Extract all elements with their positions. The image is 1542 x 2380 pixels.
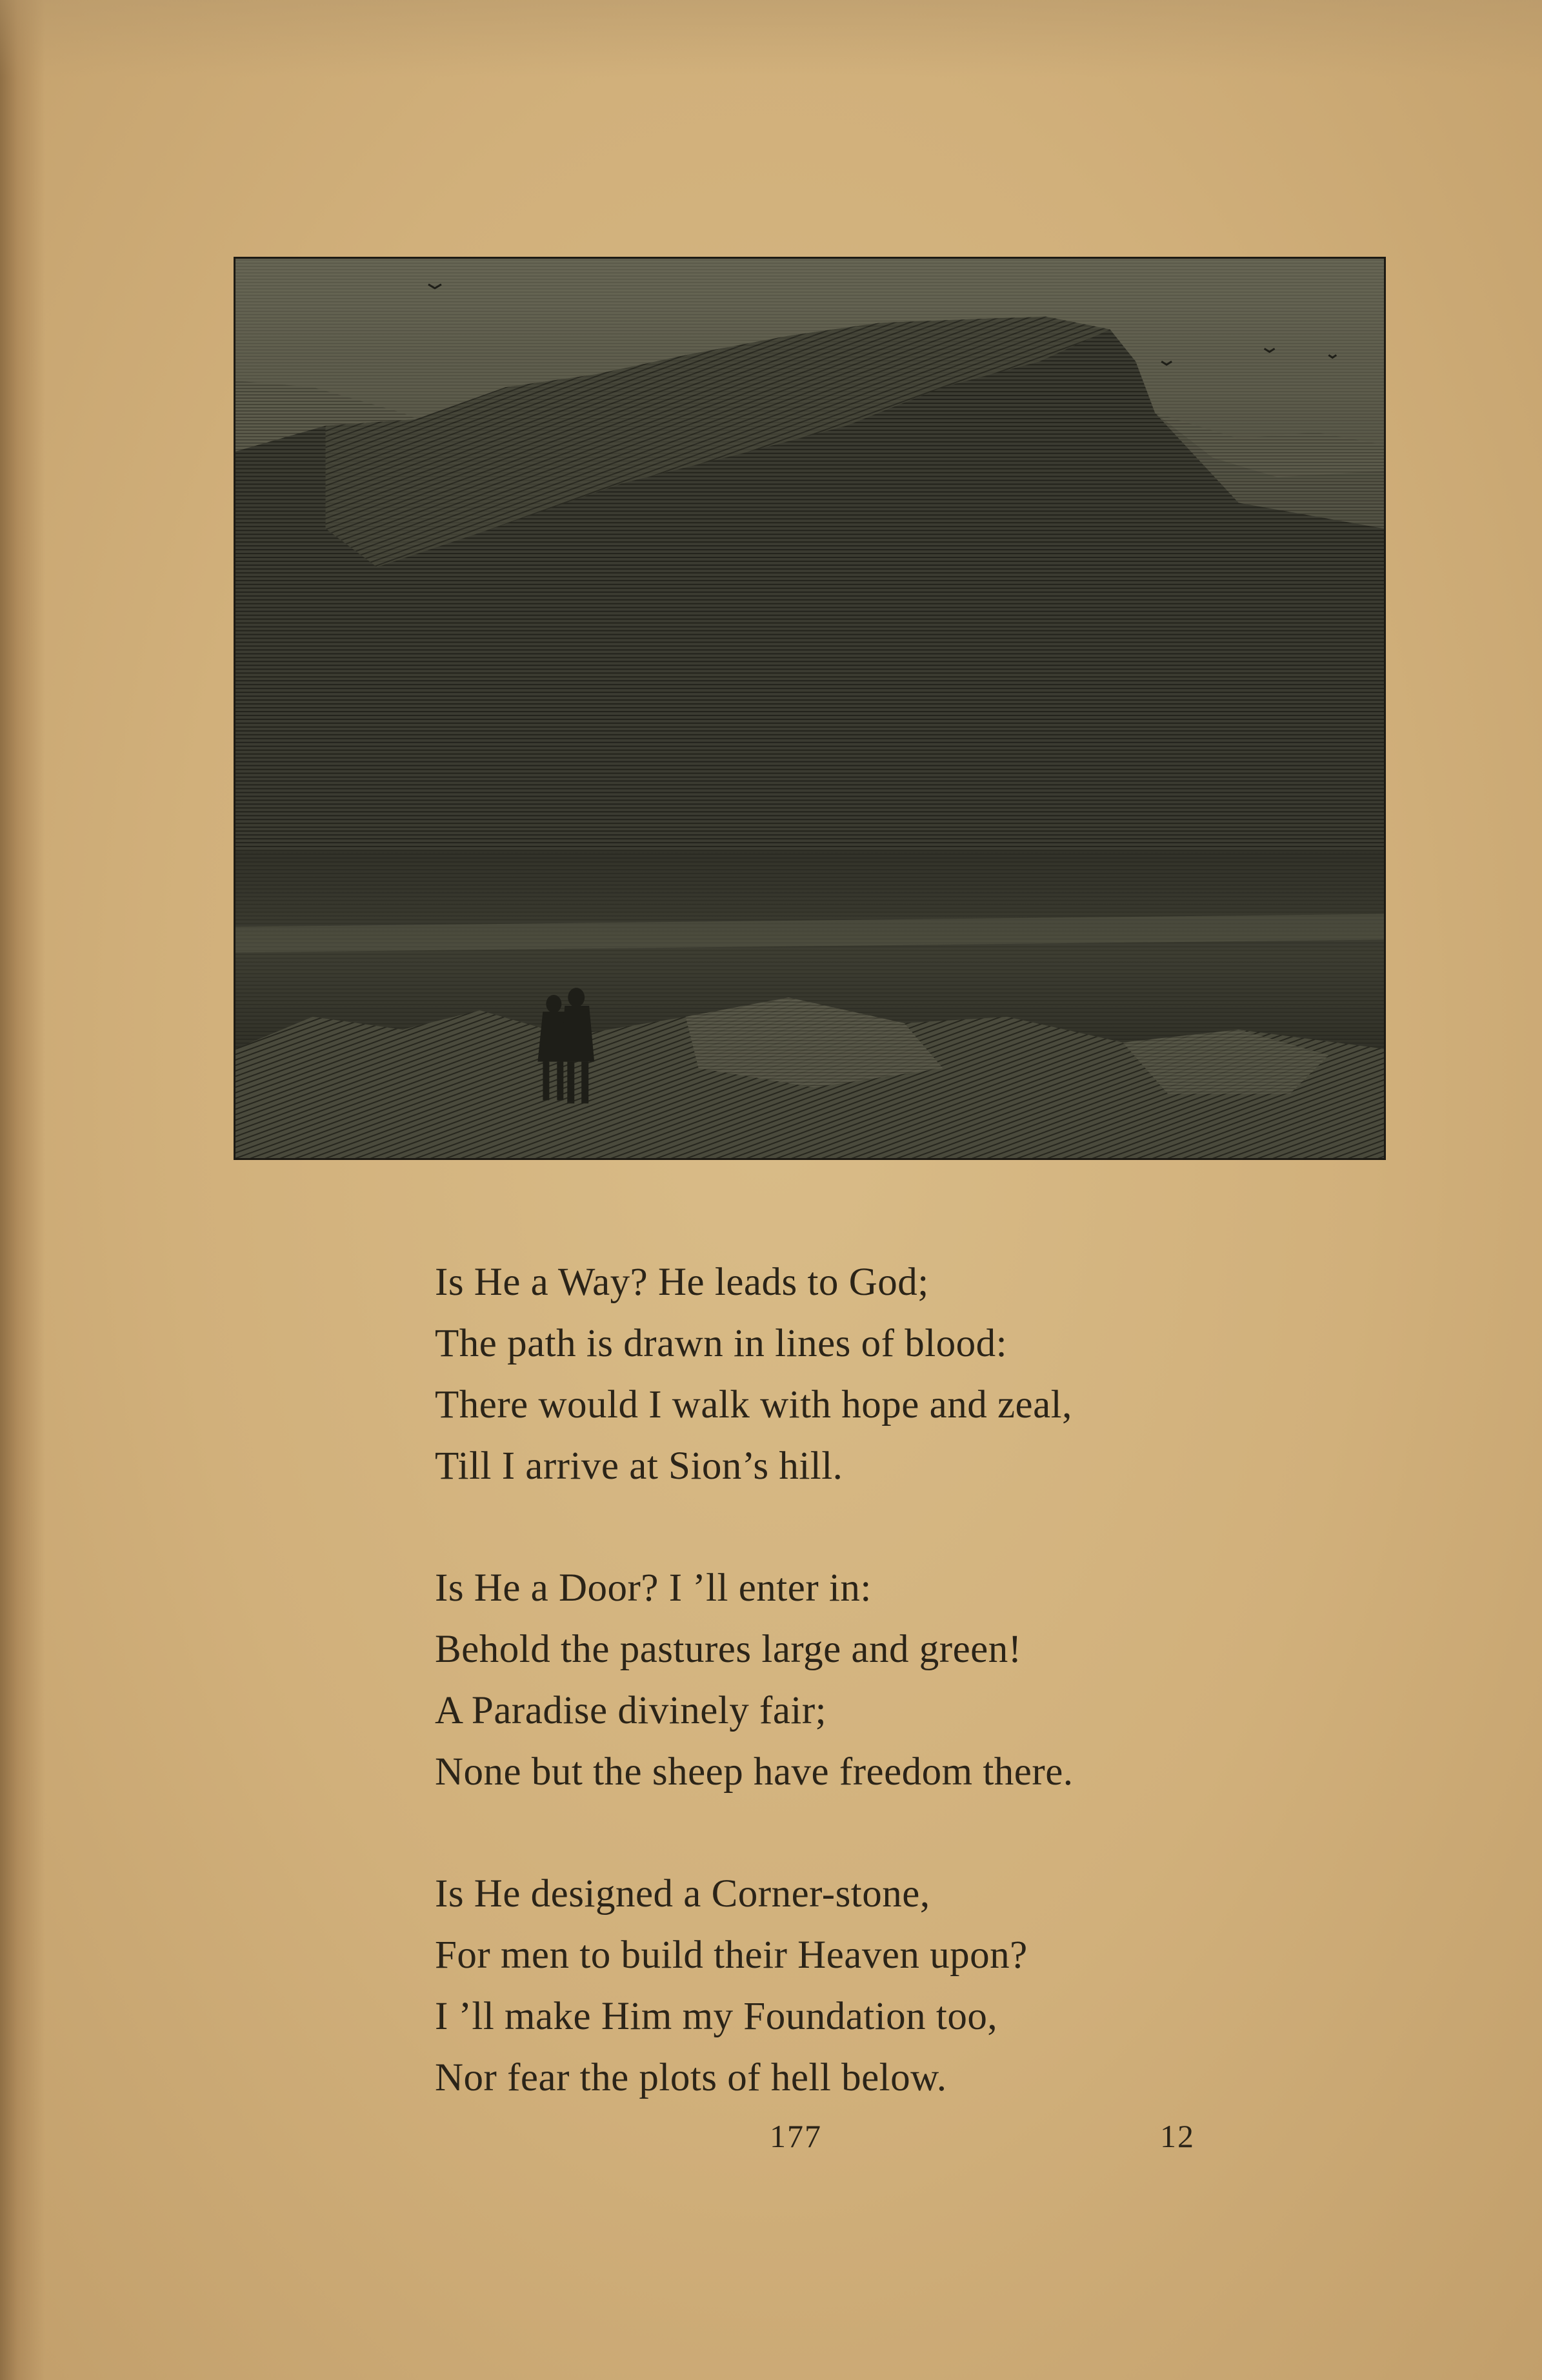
poem-line: Till I arrive at Sion’s hill. xyxy=(435,1445,843,1488)
poem-line: The path is drawn in lines of blood: xyxy=(435,1322,1008,1365)
poem-line: For men to build their Heaven upon? xyxy=(435,1934,1028,1977)
page-top-shade xyxy=(0,0,1542,77)
poem-line: A Paradise divinely fair; xyxy=(435,1689,827,1732)
signature-mark: 12 xyxy=(1160,2118,1195,2154)
stanza-3 xyxy=(435,1863,1274,2108)
poem-line: Behold the pastures large and green! xyxy=(435,1628,1022,1671)
poem-line: I ’ll make Him my Foundation too, xyxy=(435,1995,998,2038)
poem-line: Nor fear the plots of hell below. xyxy=(435,2056,947,2099)
page-gutter-shadow xyxy=(0,0,45,2380)
poem-line: Is He a Way? He leads to God; xyxy=(435,1261,929,1304)
poem-text xyxy=(435,1252,1274,2169)
engraving-mountain-lake xyxy=(234,257,1386,1160)
stanza-2 xyxy=(435,1557,1274,1803)
poem-line: None but the sheep have freedom there. xyxy=(435,1750,1074,1794)
poem-line: Is He designed a Corner-stone, xyxy=(435,1872,930,1915)
stanza-1 xyxy=(435,1252,1274,1497)
poem-line: Is He a Door? I ’ll enter in: xyxy=(435,1566,872,1610)
page-number: 177 xyxy=(770,2118,822,2154)
engraving-image xyxy=(235,259,1384,1158)
poem-line: There would I walk with hope and zeal, xyxy=(435,1383,1072,1426)
